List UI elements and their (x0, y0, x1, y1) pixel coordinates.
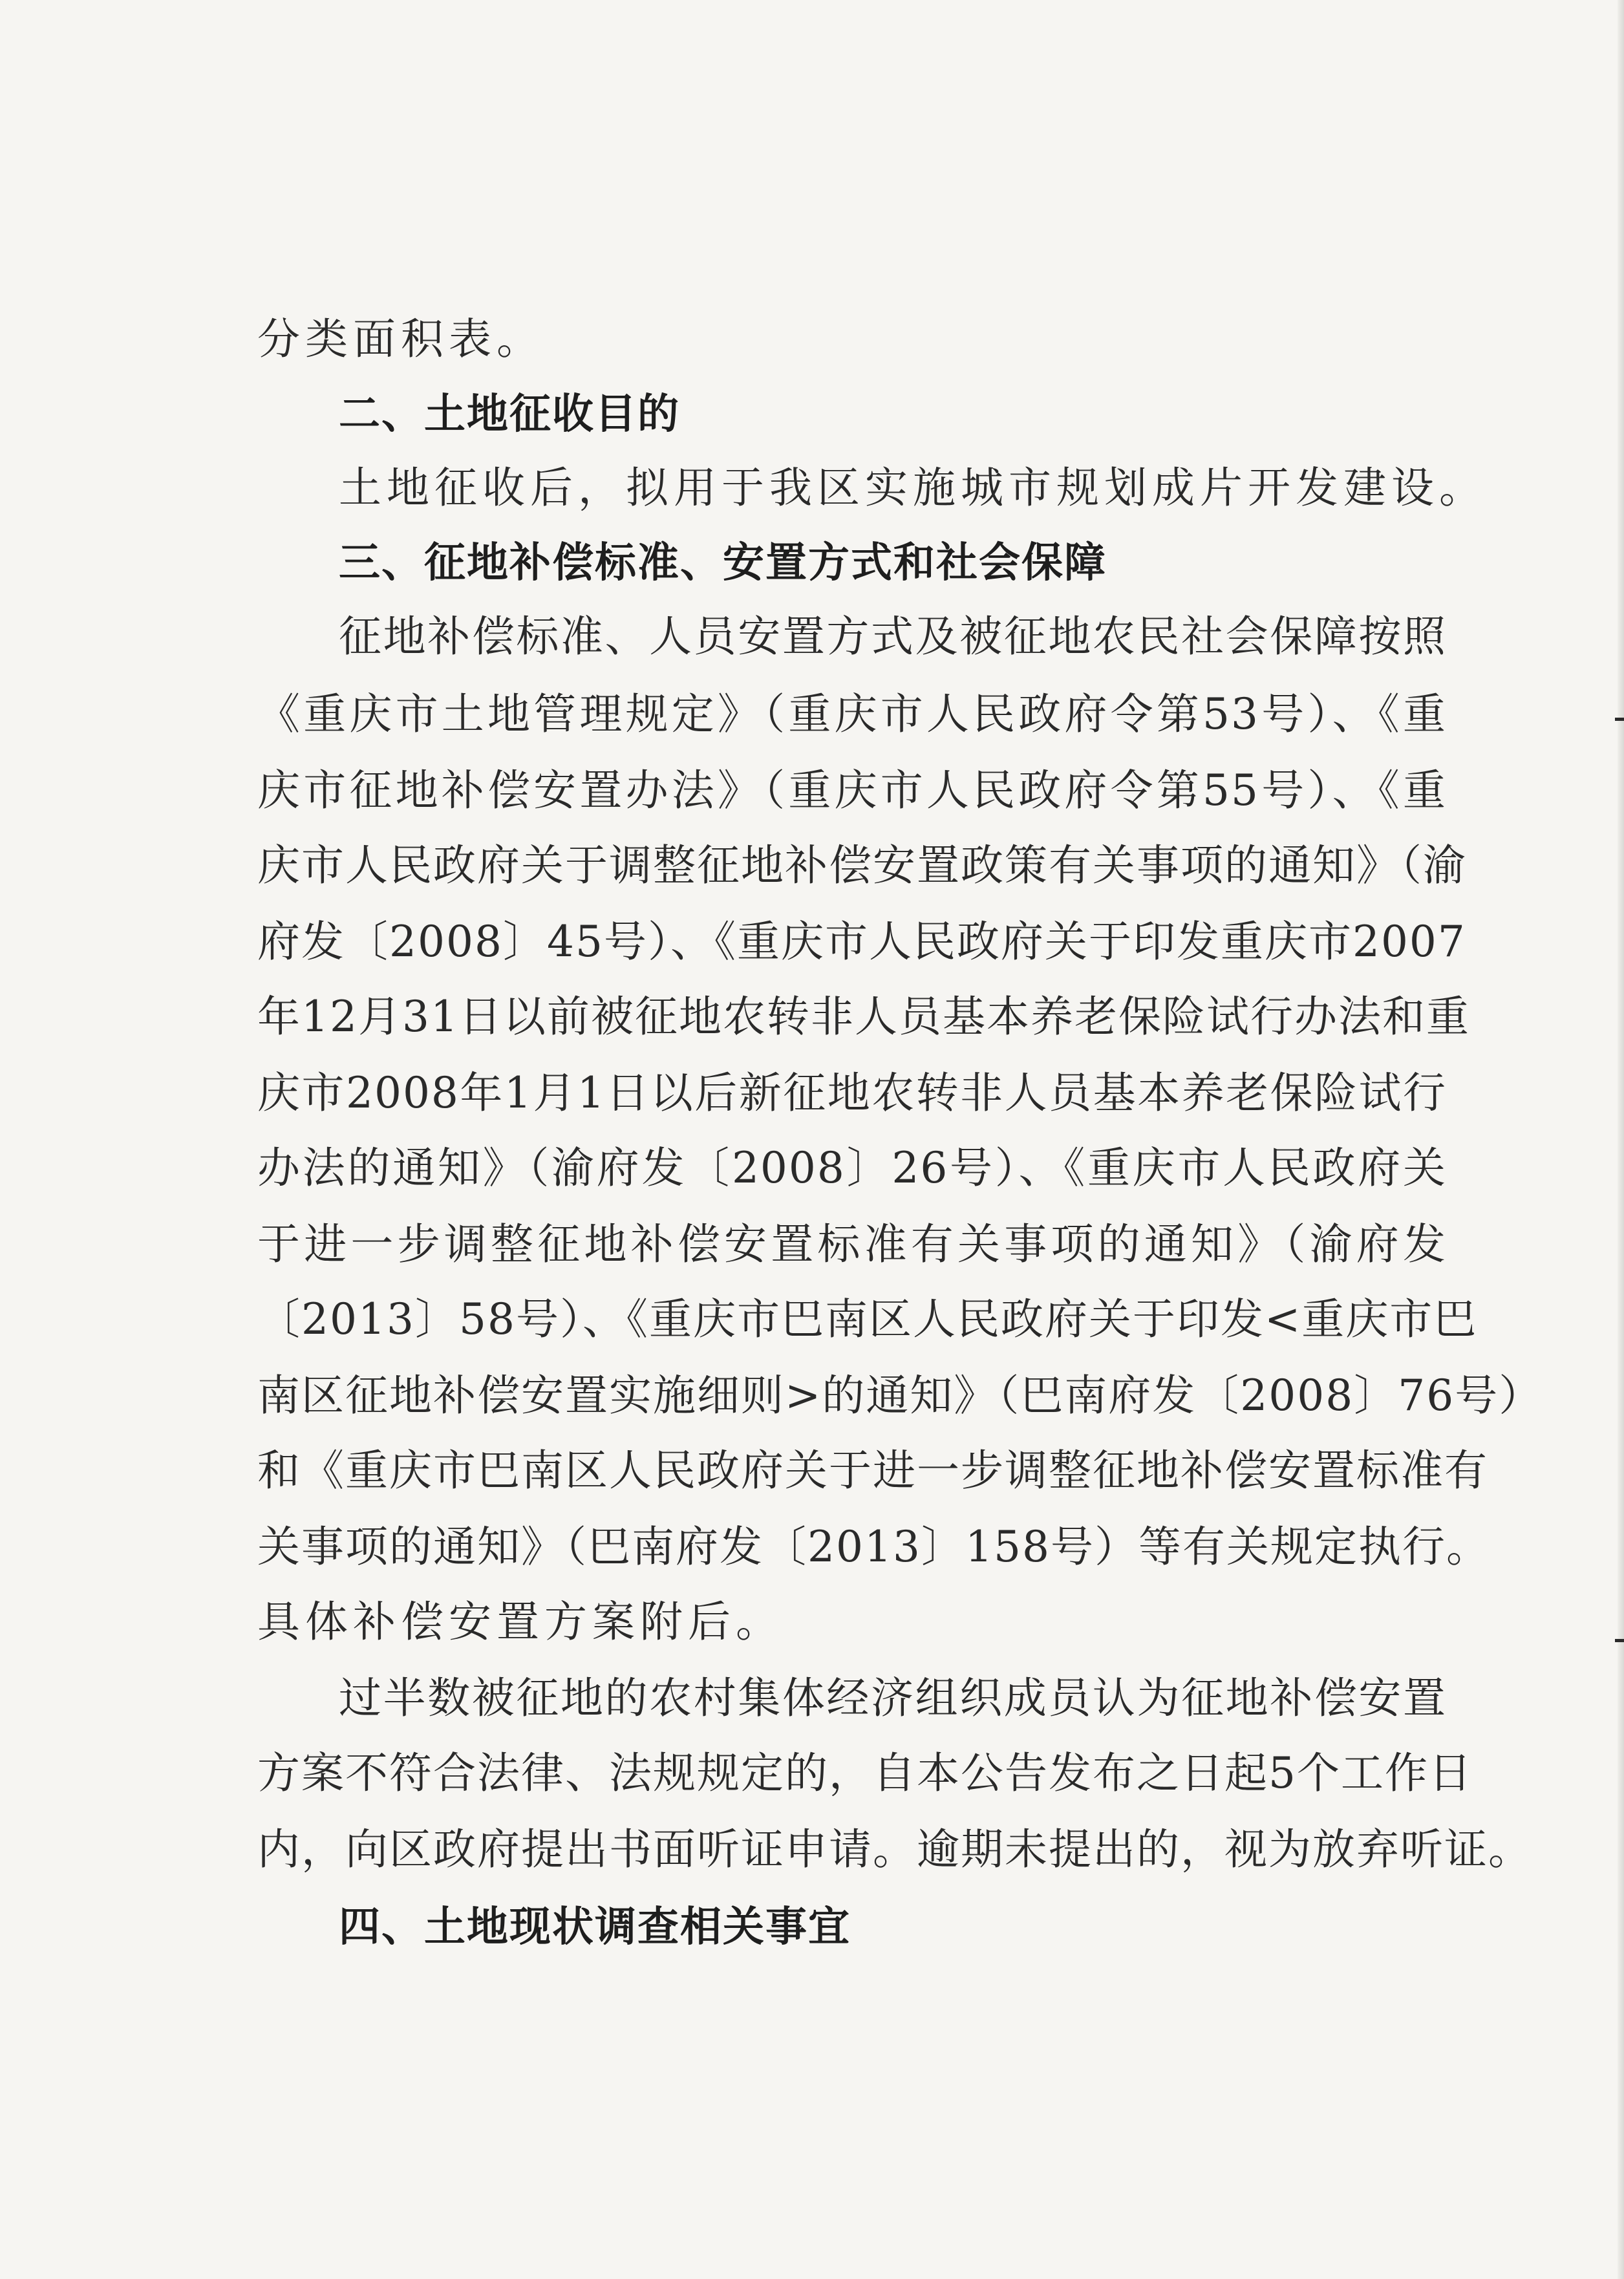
text-line: 具体补偿安置方案附后。 (257, 1597, 784, 1647)
text-line: 分类面积表。 (257, 314, 544, 364)
text-line: 庆市2008年1月1日以后新征地农转非人员基本养老保险试行 (257, 1068, 1447, 1118)
edge-mark (1615, 718, 1624, 721)
text-line: 土地征收后，拟用于我区实施城市规划成片开发建设。 (339, 463, 1487, 513)
text-line: 和《重庆市巴南区人民政府关于进一步调整征地补偿安置标准有 (257, 1446, 1488, 1495)
page-edge (1618, 0, 1624, 2279)
edge-mark (1615, 1639, 1624, 1642)
text-line: 办法的通知》（渝府发〔2008〕26号）、《重庆市人民政府关 (257, 1143, 1447, 1193)
text-line: 方案不符合法律、法规规定的，自本公告发布之日起5个工作日 (257, 1748, 1473, 1798)
text-line: 内，向区政府提出书面听证申请。逾期未提出的，视为放弃听证。 (257, 1824, 1532, 1874)
text-line: 〔2013〕58号）、《重庆市巴南区人民政府关于印发<重庆市巴 (257, 1294, 1478, 1344)
text-line: 关事项的通知》（巴南府发〔2013〕158号）等有关规定执行。 (257, 1522, 1490, 1572)
text-line: 府发〔2008〕45号）、《重庆市人民政府关于印发重庆市2007 (257, 917, 1466, 967)
text-line: 《重庆市土地管理规定》（重庆市人民政府令第53号）、《重 (257, 689, 1447, 739)
section-heading-2: 二、土地征收目的 (339, 391, 680, 438)
text-line: 年12月31日以前被征地农转非人员基本养老保险试行办法和重 (257, 992, 1470, 1042)
section-heading-3: 三、征地补偿标准、安置方式和社会保障 (339, 539, 1107, 587)
text-line: 庆市征地补偿安置办法》（重庆市人民政府令第55号）、《重 (257, 765, 1447, 815)
text-line: 庆市人民政府关于调整征地补偿安置政策有关事项的通知》（渝 (257, 840, 1467, 890)
text-line: 征地补偿标准、人员安置方式及被征地农民社会保障按照 (339, 612, 1447, 661)
section-heading-4: 四、土地现状调查相关事宜 (339, 1903, 851, 1951)
text-line: 于进一步调整征地补偿安置标准有关事项的通知》（渝府发 (257, 1219, 1447, 1269)
text-line: 过半数被征地的农村集体经济组织成员认为征地补偿安置 (339, 1673, 1447, 1723)
text-line: 南区征地补偿安置实施细则>的通知》（巴南府发〔2008〕76号） (257, 1371, 1543, 1420)
